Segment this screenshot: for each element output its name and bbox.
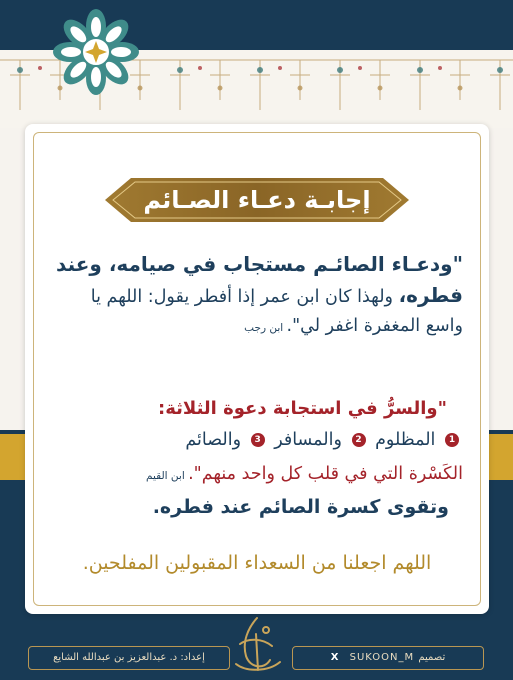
x-platform-icon: X	[330, 652, 340, 663]
design-handle: SUKOON_M	[349, 652, 415, 663]
number-badge-3: 3	[251, 433, 265, 447]
gold-stripe-left	[0, 434, 28, 480]
source-ibn-qayyim: ابن القيم	[145, 470, 189, 482]
item-label-1: المظلوم	[375, 430, 436, 450]
quote-ibn-rajab	[51, 250, 463, 343]
calligraphy-logo-icon	[228, 614, 286, 676]
taqwa-line: وتقوى كسرة الصائم عند فطره.	[152, 496, 449, 518]
source-ibn-rajab: ابن رجب	[244, 322, 287, 334]
quote-bold: "ودعـاء الصائـم مستجاب في صيامه، وعند فطره،	[56, 252, 463, 307]
kasra-line	[51, 464, 463, 484]
page-title: إجابـة دعـاء الصـائم	[143, 186, 371, 214]
secret-heading: "والسرُّ في استجابة دعوة الثلاثة:	[158, 398, 447, 419]
design-label: تصميم	[418, 652, 446, 663]
three-items	[51, 430, 463, 450]
item-label-3: والصائم	[185, 430, 242, 450]
item-label-2: والمسافر	[274, 430, 342, 450]
closing-dua: اللهم اجعلنا من السعداء المقبولين المفلحين.	[82, 552, 432, 574]
prepared-by-credit: إعداد: د. عبدالعزيز بن عبدالله الشايع	[28, 646, 230, 670]
design-credit	[292, 646, 484, 670]
rosette-ornament-icon	[50, 6, 142, 98]
number-badge-2: 2	[352, 433, 366, 447]
kasra-text: الكَسْرة التي في قلب كل واحد منهم".	[188, 464, 463, 484]
number-badge-1: 1	[445, 433, 459, 447]
content-card	[25, 124, 489, 614]
quote-rest: ولهذا كان ابن عمر إذا أفطر يقول: اللهم يا واسع المغفرة اغفر لي".	[90, 287, 463, 336]
gold-stripe-right	[485, 434, 513, 480]
